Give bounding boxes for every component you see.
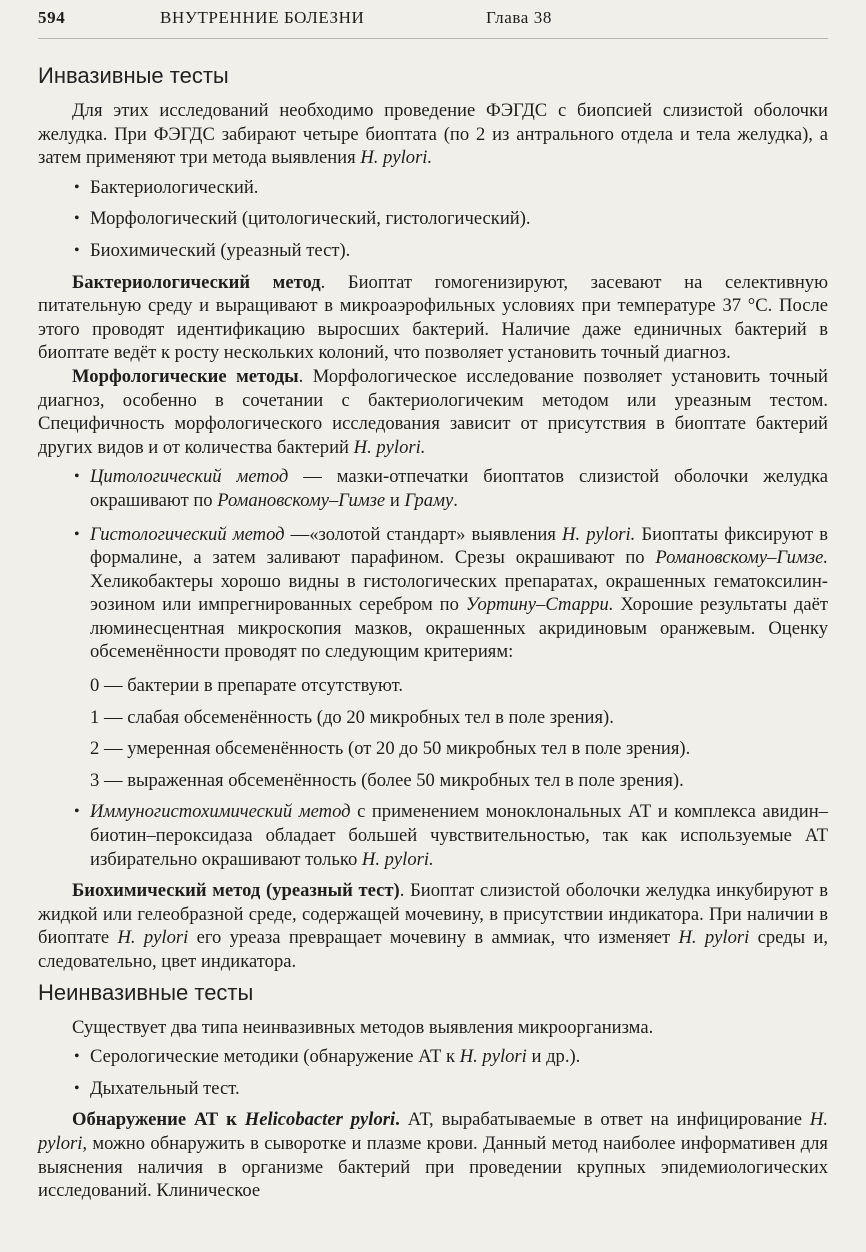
book-title: ВНУТРЕННИЕ БОЛЕЗНИ: [160, 8, 365, 27]
antibody-detection-paragraph: [38, 1108, 828, 1202]
bullet-icon: •: [74, 1079, 80, 1097]
method-text: Дыхательный тест.: [90, 1077, 240, 1099]
running-head: [38, 8, 828, 39]
detect-hp: H. pylori,: [38, 1109, 828, 1154]
page-number: 594: [38, 8, 66, 27]
noninvasive-intro: Существует два типа неинвазивных методов выявления микроорганизма.: [72, 1016, 654, 1038]
method-label: Бактериологический.: [90, 176, 259, 198]
list-item: [74, 800, 828, 871]
method-label: Биохимический (уреазный тест).: [90, 239, 351, 261]
list-item: [74, 1077, 828, 1101]
bact-text: . Биоптат гомогенизируют, засевают на селективную питательную среду и выращивают в микроаэрофильных условиях при температуре 37 °С. После этого проводят идентификацию выросших бактерий. Наличие даже единичных бактерий в биоптате ведёт к росту нескольких колоний, что позволяет установить точный диагноз.: [38, 271, 828, 364]
histo-text: Хорошие результаты даёт люминесцентная микроскопия мазков, окрашенных акридиновым оранжевым. Оценку обсеменённости проводят по следующим критериям:: [90, 594, 829, 663]
bullet-icon: •: [74, 468, 80, 486]
histo-hp: H. pylori.: [562, 523, 636, 545]
chapter-label: Глава 38: [486, 8, 552, 27]
criteria-list: [38, 674, 828, 792]
bullet-icon: •: [74, 210, 80, 228]
morphological-paragraph: [38, 365, 828, 459]
biochem-hp: H. pylori: [678, 927, 750, 949]
list-item: [74, 176, 828, 200]
cyto-and: и: [385, 489, 405, 511]
detect-title: [72, 1109, 400, 1130]
bullet-icon: •: [74, 525, 80, 543]
intro-text: Для этих исследований необходимо проведение ФЭГДС с биопсией слизистой оболочки желудка. При ФЭГДС забирают четыре биоптата (по 2 из антрального отдела и тела желудка), а затем применяют три метода выявления: [38, 100, 828, 169]
method-text: и др.).: [526, 1046, 581, 1068]
bact-title: Бактериологический метод: [72, 271, 321, 293]
immuno-hp: H. pylori.: [361, 848, 434, 870]
method-label: Морфологический (цитологический, гистологический).: [90, 208, 531, 230]
noninvasive-methods-list: [38, 1045, 828, 1100]
methods-list: [38, 176, 828, 263]
bullet-icon: •: [74, 241, 80, 259]
criterion: 3 — выраженная обсеменённость (более 50 микробных тел в поле зрения).: [90, 769, 684, 791]
bullet-icon: •: [74, 803, 80, 821]
method-text: Серологические методики (обнаружение АТ к: [90, 1046, 460, 1068]
biochem-hp: H. pylori: [117, 927, 189, 949]
list-item: [74, 1045, 828, 1069]
histo-text: Хеликобактеры хорошо видны в гистологических препаратах, окрашенных гематоксилин-эозином или импрегнированных серебром по: [90, 570, 828, 616]
morph-title: Морфологические методы: [72, 365, 299, 387]
biochemical-paragraph: [38, 879, 828, 973]
cyto-stain: Граму: [404, 489, 454, 511]
immuno-text: с применением моноклональных АТ и комплекса авидин–биотин–пероксидаза обладает большей чувствительностью, так как используемые АТ избирательно окрашивают только: [90, 801, 828, 870]
bacteriological-paragraph: [38, 271, 828, 365]
biochem-text: . Биоптат слизистой оболочки желудка инкубируют в жидкой или гелеобразной среде, содержащей мочевину, в присутствии индикатора. При наличии в биоптате: [38, 880, 828, 949]
detect-text: АТ, вырабатываемые в ответ на инфицирование: [399, 1109, 810, 1131]
detect-title-text: Обнаружение АТ к: [72, 1109, 245, 1131]
bullet-icon: •: [74, 1048, 80, 1066]
morph-text: . Морфологическое исследование позволяет установить точный диагноз, особенно в сочетании с бактериологичеким методом или уреазным тестом. Специфичность морфологического исследования зависит от присутствия в биоптате бактерий других видов и от количества бактерий: [38, 365, 829, 458]
book-page: [38, 8, 828, 1203]
biochem-title: Биохимический метод (уреазный тест): [72, 880, 400, 902]
bullet-icon: •: [74, 178, 80, 196]
list-item: [74, 523, 828, 665]
immuno-title: Иммуногистохимический метод: [90, 801, 351, 823]
biochem-text: его уреаза превращает мочевину в аммиак, что изменяет: [188, 927, 679, 949]
detect-text: можно обнаружить в сыворотке и плазме крови. Данный метод наиболее информативен для выяснения наличия в организме бактерий при проведении крупных эпидемиологических исследований. Клиническое: [38, 1132, 828, 1202]
cyto-text: — мазки-отпечатки биоптатов слизистой оболочки желудка окрашивают по: [90, 466, 828, 511]
cyto-stain: Романовскому–Гимзе: [217, 489, 386, 511]
cyto-title: Цитологический метод: [90, 466, 289, 488]
criterion: 0 — бактерии в препарате отсутствуют.: [90, 675, 404, 697]
histo-title: Гистологический метод: [90, 523, 285, 545]
criterion: 2 — умеренная обсеменённость (от 20 до 50 микробных тел в поле зрения).: [90, 738, 691, 760]
histo-stain: Романовскому–Гимзе.: [655, 547, 828, 569]
histo-stain: Уортину–Старри.: [465, 594, 614, 616]
section-heading-invasive: Инвазивные тесты: [38, 63, 229, 88]
list-item: [74, 239, 828, 263]
invasive-intro: [38, 99, 828, 170]
morph-hp: H. pylori.: [353, 436, 426, 458]
intro-hp: H. pylori.: [360, 147, 433, 169]
list-item: [74, 207, 828, 231]
biochem-text: среды и, следовательно, цвет индикатора.: [38, 927, 829, 972]
immuno-list: [38, 800, 828, 871]
histo-text: Биоптаты фиксируют в формалине, а затем заливают парафином. Срезы окрашивают по: [90, 523, 829, 569]
detect-title-dot: .: [395, 1109, 400, 1131]
criterion: 1 — слабая обсеменённость (до 20 микробных тел в поле зрения).: [90, 706, 614, 728]
histo-text: —«золотой стандарт» выявления: [284, 523, 563, 545]
method-hp: H. pylori: [459, 1046, 527, 1068]
detect-title-species: Helicobacter pylori: [244, 1109, 396, 1131]
section-heading-noninvasive: Неинвазивные тесты: [38, 979, 254, 1005]
list-item: • Цитологический метод — мазки-отпечатки биоптатов слизистой оболочки желудка окрашивают по Романовскому–Гимзе и Граму.: [74, 466, 828, 511]
morph-methods-list: [38, 465, 828, 664]
